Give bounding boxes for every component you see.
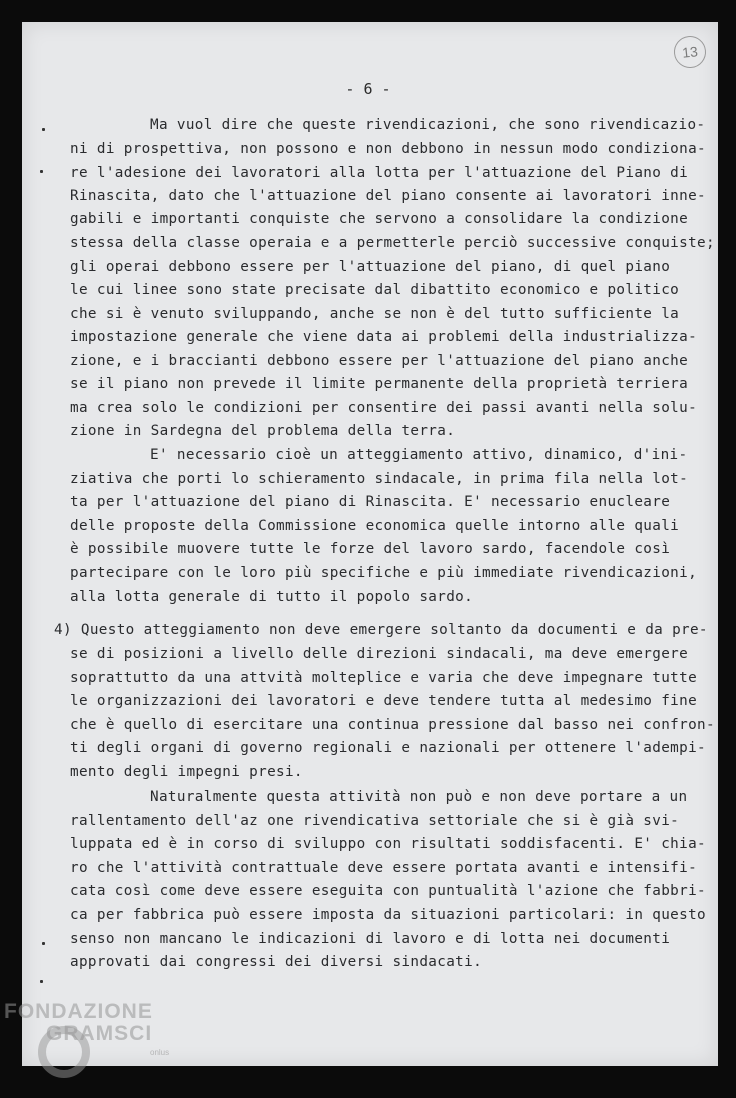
archive-page-number: 13 bbox=[672, 34, 707, 69]
text-line: mento degli impegni presi. bbox=[70, 764, 303, 780]
watermark-line1: FONDAZIONE bbox=[4, 1000, 153, 1023]
text-line: Rinascita, dato che l'attuazione del piano consente ai lavoratori inne- bbox=[70, 188, 706, 204]
text-line: ni di prospettiva, non possono e non debbono in nessun modo condiziona- bbox=[70, 141, 706, 157]
text-line: rallentamento dell'az one rivendicativa settoriale che si è già svi- bbox=[70, 813, 680, 829]
text-line: partecipare con le loro più specifiche e più immediate rivendicazioni, bbox=[70, 565, 698, 581]
text-line: gabili e importanti conquiste che servono a consolidare la condizione bbox=[70, 211, 689, 227]
margin-mark bbox=[42, 128, 45, 131]
text-line: se il piano non prevede il limite permanente della proprietà terriera bbox=[70, 376, 689, 392]
text-line: ma crea solo le condizioni per consentire dei passi avanti nella solu- bbox=[70, 400, 698, 416]
text-line: Ma vuol dire che queste rivendicazioni, che sono rivendicazio- bbox=[150, 117, 706, 133]
text-line: E' necessario cioè un atteggiamento attivo, dinamico, d'ini- bbox=[150, 447, 688, 463]
fondazione-gramsci-watermark bbox=[4, 998, 184, 1078]
text-line: se di posizioni a livello delle direzioni sindacali, ma deve emergere bbox=[70, 646, 689, 662]
text-line: ti degli organi di governo regionali e nazionali per ottenere l'adempi- bbox=[70, 740, 706, 756]
text-line: zione in Sardegna del problema della terra. bbox=[70, 423, 456, 439]
watermark-sub: onlus bbox=[150, 1048, 170, 1057]
text-line: ziativa che porti lo schieramento sindacale, in prima fila nella lot- bbox=[70, 471, 689, 487]
text-line: alla lotta generale di tutto il popolo sardo. bbox=[70, 589, 474, 605]
text-line: le cui linee sono state precisate dal dibattito economico e politico bbox=[70, 282, 680, 298]
text-line: delle proposte della Commissione economica quelle intorno alle quali bbox=[70, 518, 680, 534]
text-line: ca per fabbrica può essere imposta da situazioni particolari: in questo bbox=[70, 907, 706, 923]
text-line: zione, e i braccianti debbono essere per l'attuazione del piano anche bbox=[70, 353, 689, 369]
text-line: approvati dai congressi dei diversi sindacati. bbox=[70, 954, 483, 970]
text-line: che è quello di esercitare una continua pressione dal basso nei confron- bbox=[70, 717, 715, 733]
text-line: stessa della classe operaia e a permetterle perciò successive conquiste; bbox=[70, 235, 715, 251]
text-line: le organizzazioni dei lavoratori e deve tendere tutta al medesimo fine bbox=[70, 693, 698, 709]
page-number: - 6 - bbox=[345, 80, 391, 98]
text-line: 4) Questo atteggiamento non deve emergere soltanto da documenti e da pre- bbox=[54, 622, 708, 638]
text-line: impostazione generale che viene data ai problemi della industrializza- bbox=[70, 329, 698, 345]
text-line: luppata ed è in corso di sviluppo con risultati soddisfacenti. E' chia- bbox=[70, 836, 706, 852]
margin-mark bbox=[40, 980, 43, 983]
text-line: che si è venuto sviluppando, anche se non è del tutto sufficiente la bbox=[70, 306, 680, 322]
text-line: ta per l'attuazione del piano di Rinascita. E' necessario enucleare bbox=[70, 494, 671, 510]
text-line: soprattutto da una attvità molteplice e varia che deve impegnare tutte bbox=[70, 670, 698, 686]
text-line: è possibile muovere tutte le forze del lavoro sardo, facendole così bbox=[70, 541, 671, 557]
margin-mark bbox=[40, 170, 43, 173]
margin-mark bbox=[42, 942, 45, 945]
text-line: ro che l'attività contrattuale deve essere portata avanti e intensifi- bbox=[70, 860, 698, 876]
text-line: senso non mancano le indicazioni di lavoro e di lotta nei documenti bbox=[70, 931, 671, 947]
watermark-line2: GRAMSCI bbox=[46, 1022, 153, 1045]
text-line: cata così come deve essere eseguita con puntualità l'azione che fabbri- bbox=[70, 883, 706, 899]
text-line: Naturalmente questa attività non può e non deve portare a un bbox=[150, 789, 688, 805]
text-line: gli operai debbono essere per l'attuazione del piano, di quel piano bbox=[70, 259, 671, 275]
text-line: re l'adesione dei lavoratori alla lotta per l'attuazione del Piano di bbox=[70, 165, 689, 181]
